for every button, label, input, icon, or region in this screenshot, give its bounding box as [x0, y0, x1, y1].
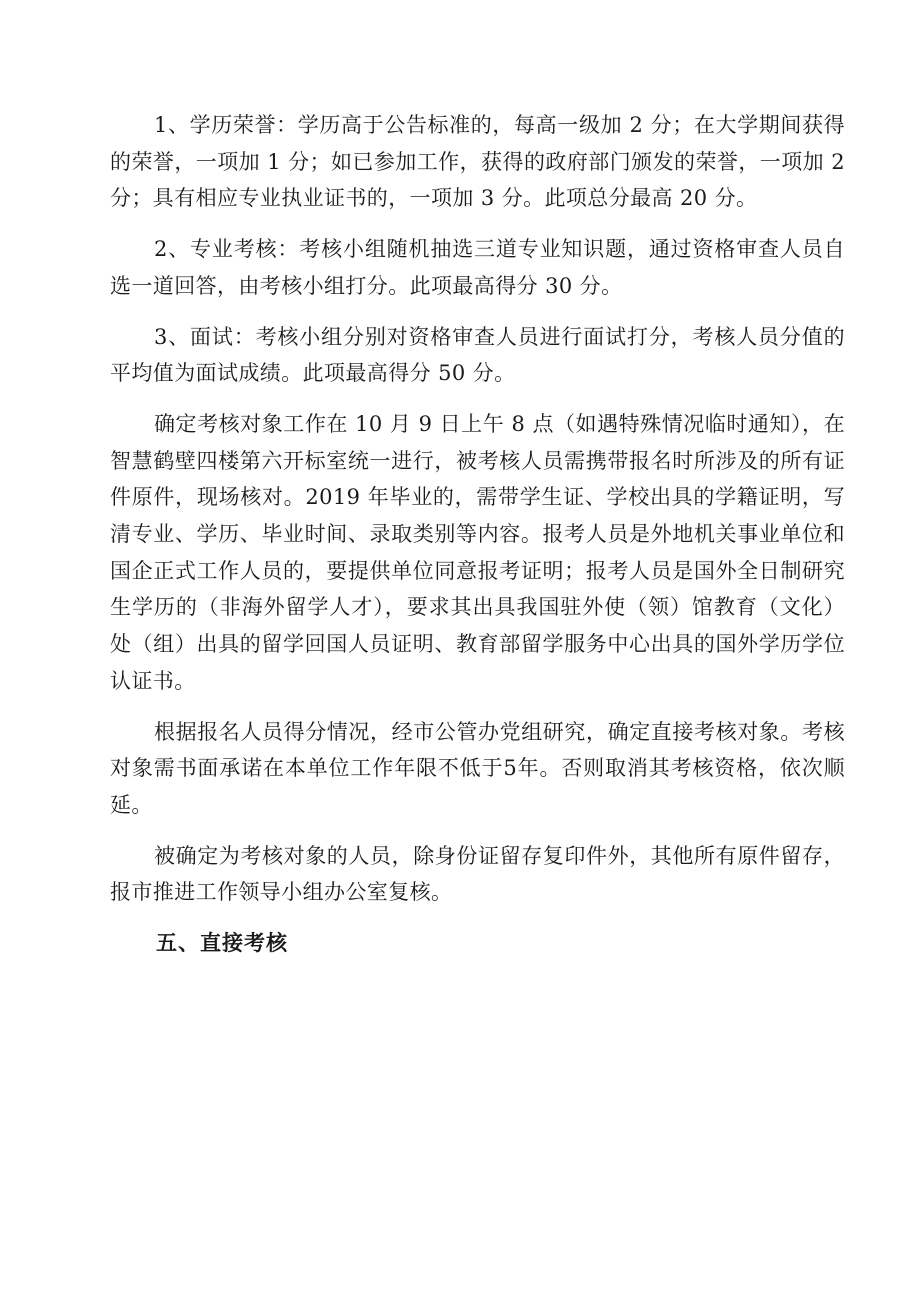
paragraph-professional-assessment: 2、专业考核：考核小组随机抽选三道专业知识题，通过资格审查人员自选一道回答，由考核小组打分。此项最高得分 30 分。 — [110, 237, 845, 298]
document-page — [110, 107, 845, 962]
paragraph-education-honors: 1、学历荣誉：学历高于公告标准的，每高一级加 2 分；在大学期间获得的荣誉，一项加 1 分；如已参加工作，获得的政府部门颁发的荣誉，一项加 2 分；具有相应专业执业证书的，一项加 3 分。此项总分最高 20 分。 — [110, 113, 845, 211]
section-heading: 五、直接考核 — [156, 931, 288, 956]
paragraph-interview: 3、面试：考核小组分别对资格审查人员进行面试打分，考核人员分值的平均值为面试成绩。此项最高得分 50 分。 — [110, 324, 845, 386]
paragraph-determine-candidates: 根据报名人员得分情况，经市公管办党组研究，确定直接考核对象。考核对象需书面承诺在本单位工作年限不低于5年。否则取消其考核资格，依次顺延。 — [110, 719, 845, 817]
paragraph-assessment-schedule: 确定考核对象工作在 10 月 9 日上午 8 点（如遇特殊情况临时通知），在智慧鹤壁四楼第六开标室统一进行，被考核人员需携带报名时所涉及的所有证件原件，现场核对。2019 年毕业的，需带学生证、学校出具的学籍证明，写清专业、学历、毕业时间、录取类别等内容。报考人员是外地机关事业单位和国企正式工作人员的，要提供单位同意报考证明；报考人员是国外全日制研究生学历的（非海外留学人才），要求其出具我国驻外使（领）馆教育（文化）处（组）出具的留学回国人员证明、教育部留学服务中心出具的国外学历学位认证书。 — [110, 411, 845, 693]
paragraph-document-retention: 被确定为考核对象的人员，除身份证留存复印件外，其他所有原件留存，报市推进工作领导小组办公室复核。 — [110, 843, 845, 905]
